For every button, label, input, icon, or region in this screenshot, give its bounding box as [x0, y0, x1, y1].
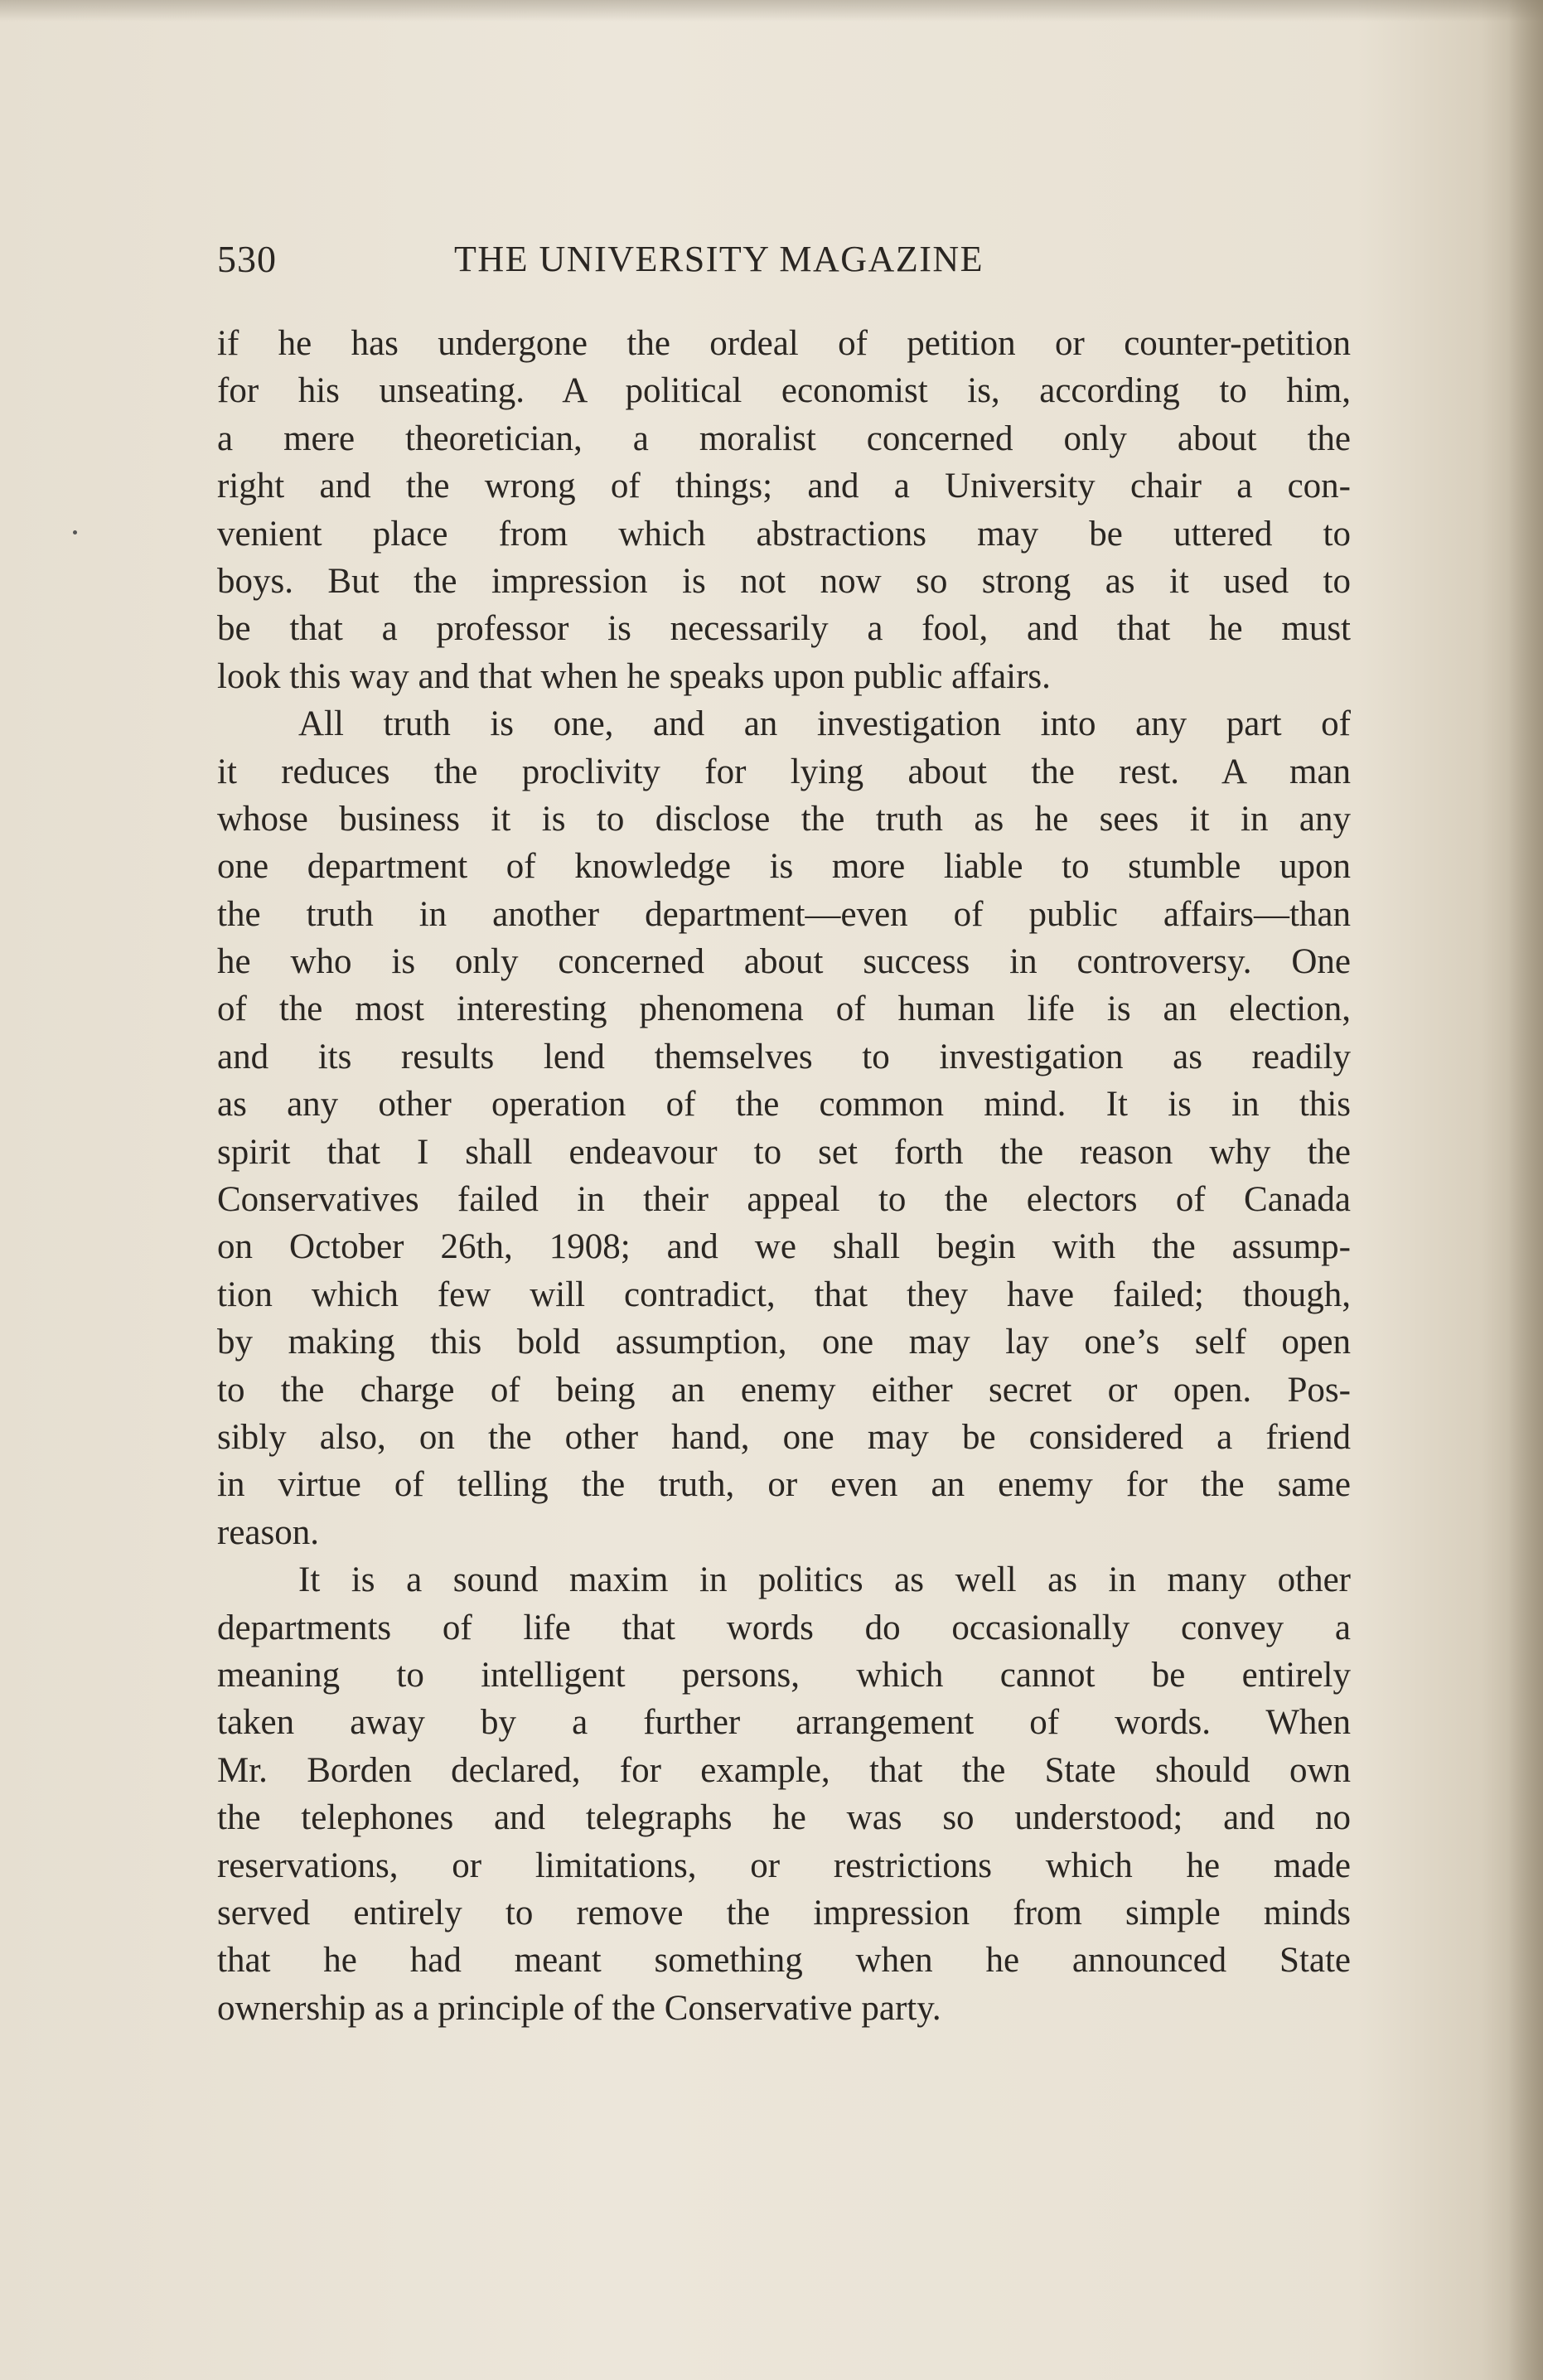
text-line: whose business it is to disclose the truth as he sees it in any	[217, 799, 1351, 839]
text-line: that he had meant something when he announced State	[217, 1941, 1351, 1981]
text-line: taken away by a further arrangement of words. When	[217, 1703, 1351, 1743]
text-line: meaning to intelligent persons, which cannot be entirely	[217, 1655, 1351, 1695]
text-line: served entirely to remove the impression from simple minds	[217, 1893, 1351, 1933]
text-line: All truth is one, and an investigation into any part of	[298, 704, 1351, 744]
text-line: reason.	[217, 1512, 319, 1552]
text-line: Mr. Borden declared, for example, that the State should own	[217, 1750, 1351, 1790]
text-line: by making this bold assumption, one may lay one’s self open	[217, 1323, 1351, 1362]
text-line: boys. But the impression is not now so strong as it used to	[217, 561, 1351, 601]
body-text	[217, 320, 1351, 2032]
text-line: and its results lend themselves to investigation as readily	[217, 1037, 1351, 1076]
text-line: of the most interesting phenomena of human life is an election,	[217, 989, 1351, 1029]
magazine-title: THE UNIVERSITY MAGAZINE	[454, 239, 984, 279]
text-line: departments of life that words do occasionally convey a	[217, 1608, 1351, 1647]
text-line: he who is only concerned about success in controversy. One	[217, 942, 1351, 982]
text-line: the telephones and telegraphs he was so understood; and no	[217, 1798, 1351, 1838]
text-line: Conservatives failed in their appeal to the electors of Canada	[217, 1180, 1351, 1220]
page-binding-shadow	[1508, 0, 1543, 2380]
text-line: ownership as a principle of the Conservative party.	[217, 1988, 941, 2028]
text-line: It is a sound maxim in politics as well as in many other	[298, 1560, 1351, 1600]
text-line: sibly also, on the other hand, one may be considered a friend	[217, 1417, 1351, 1457]
text-line: as any other operation of the common mind. It is in this	[217, 1085, 1351, 1125]
text-line: reservations, or limitations, or restrictions which he made	[217, 1845, 1351, 1885]
page-number: 530	[217, 238, 277, 280]
text-line: if he has undergone the ordeal of petition or counter-petition	[217, 324, 1351, 363]
text-line: it reduces the proclivity for lying about the rest. A man	[217, 752, 1351, 791]
margin-speck	[73, 530, 77, 535]
text-line: venient place from which abstractions may be uttered to	[217, 514, 1351, 554]
text-line: tion which few will contradict, that they have failed; though,	[217, 1275, 1351, 1314]
page-top-shadow	[0, 0, 1543, 22]
text-line: spirit that I shall endeavour to set forth the reason why the	[217, 1132, 1351, 1172]
text-line: the truth in another department—even of public affairs—than	[217, 894, 1351, 934]
text-line: be that a professor is necessarily a fool, and that he must	[217, 609, 1351, 649]
text-line: a mere theoretician, a moralist concerned only about the	[217, 418, 1351, 458]
text-line: in virtue of telling the truth, or even an enemy for the same	[217, 1465, 1351, 1505]
text-line: one department of knowledge is more liable to stumble upon	[217, 847, 1351, 887]
text-line: look this way and that when he speaks upon public affairs.	[217, 656, 1051, 696]
text-line: to the charge of being an enemy either secret or open. Pos-	[217, 1370, 1351, 1410]
text-line: for his unseating. A political economist is, according to him,	[217, 371, 1351, 411]
text-line: right and the wrong of things; and a University chair a con-	[217, 467, 1351, 506]
running-head	[217, 235, 1112, 284]
text-line: on October 26th, 1908; and we shall begin with the assump-	[217, 1227, 1351, 1267]
